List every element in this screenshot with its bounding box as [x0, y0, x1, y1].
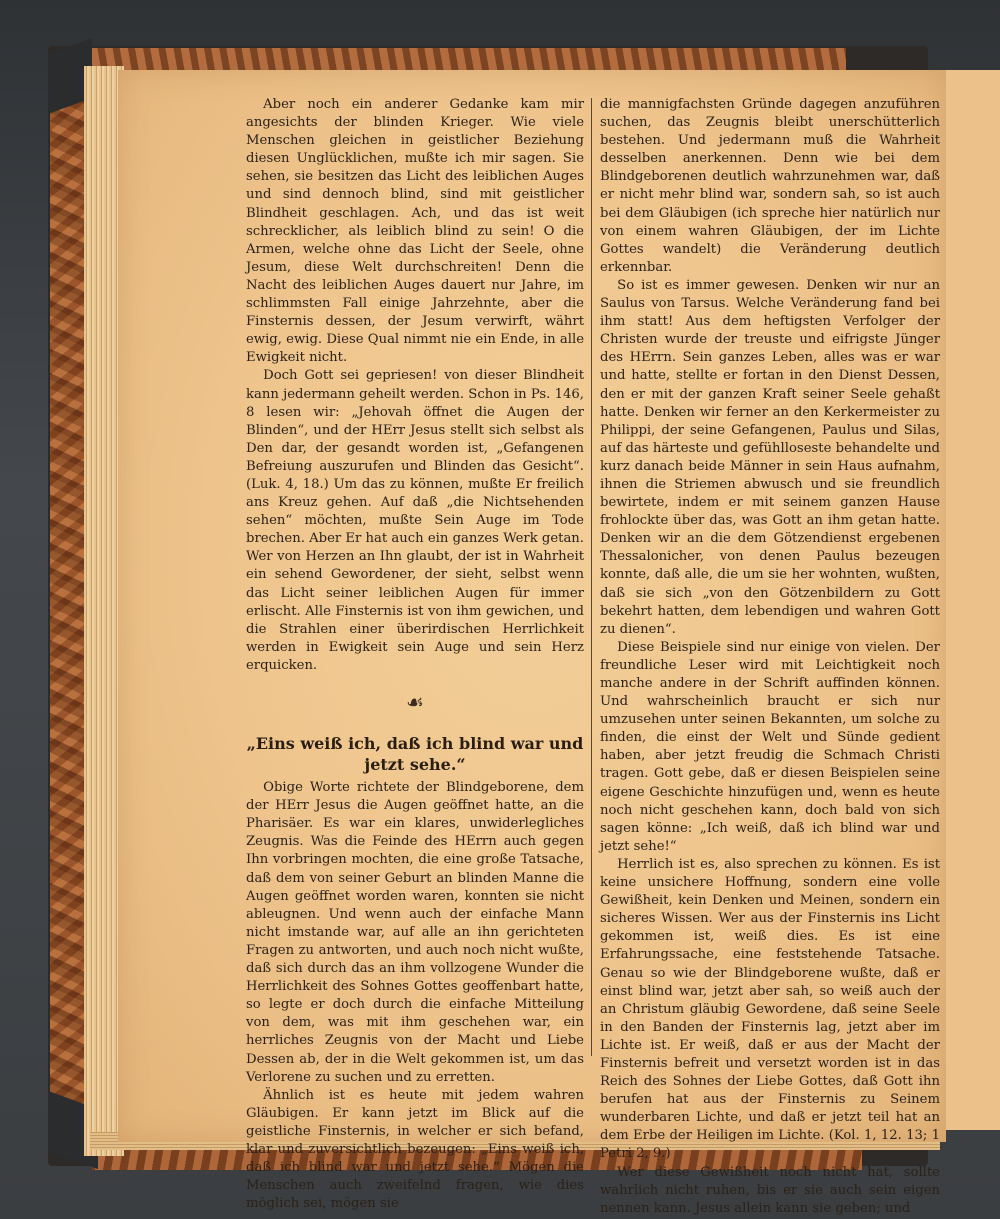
paragraph: die mannigfachsten Gründe dagegen anzuführen suchen, das Zeugnis bleibt unerschütterlich bestehen. Und jedermann muß die Wahrheit desselben anerkennen. Denn wie bei dem Blindgeborenen deutlich wahrzunehmen war, daß er nicht mehr blind war, sondern sah, so ist auch bei dem Gläubigen (ich spreche hier natürlich nur von einem wahren Gläubigen, der im Lichte Gottes wandelt) die Veränderung deutlich erkennbar.	[600, 97, 940, 275]
marbled-board-left	[50, 82, 88, 1132]
next-page-edge	[944, 70, 1000, 1130]
paragraph: Diese Beispiele sind nur einige von vielen. Der freundliche Leser wird mit Leichtigkeit noch manche andere in der Schrift auffinden können. Und wahrscheinlich braucht er sich nur umzusehen unter seinen Bekannten, um solche zu finden, die einst der Welt und Sünde gedient haben, aber jetzt freudig die Schmach Christi tragen. Gott gebe, daß er diesen Beispielen seine eigene Geschichte hinzufügen und, wenn es heute noch nicht geschehen kann, doch bald von sich sagen könne: „Ich weiß, daß ich blind war und jetzt sehe!“	[600, 639, 940, 854]
paragraph: Wer diese Gewißheit noch nicht hat, sollte wahrlich nicht ruhen, bis er sie auch sein eigen nennen kann. Jesus allein kann sie geben; und	[600, 1164, 940, 1216]
article-heading: „Eins weiß ich, daß ich blind war und jetzt sehe.“	[246, 734, 584, 775]
column-divider	[591, 98, 592, 1056]
paragraph: Aber noch ein anderer Gedanke kam mir angesichts der blinden Krieger. Wie viele Menschen gleichen in geistlicher Beziehung diesen Unglücklichen, mußte ich mir sagen. Sie sehen, sie besitzen das Licht des leiblichen Auges und sind dennoch blind, sind mit geistlicher Blindheit geschlagen. Ach, und das ist weit schrecklicher, als leiblich blind zu sein! O die Armen, welche ohne das Licht der Seele, ohne Jesum, diese Welt durchschreiten! Denn die Nacht des leiblichen Auges dauert nur Jahre, im schlimmsten Fall einige Jahrzehnte, aber die Finsternis dessen, der Jesum verwirft, währt ewig, ewig. Diese Qual nimmt nie ein Ende, in alle Ewigkeit nicht.	[246, 97, 584, 366]
paragraph: Doch Gott sei gepriesen! von dieser Blindheit kann jedermann geheilt werden. Schon in Ps. 146, 8 lesen wir: „Jehovah öffnet die Augen der Blinden“, und der HErr Jesus stellt sich selbst als Den dar, der gesandt worden ist, „Gefangenen Befreiung auszurufen und Blinden das Gesicht“. (Luk. 4, 18.) Um das zu können, mußte Er freilich ans Kreuz gehen. Auf daß „die Nichtsehenden sehen“ möchten, mußte Sein Auge im Tode brechen. Aber Er hat auch ein ganzes Werk getan. Wer von Herzen an Ihn glaubt, der ist in Wahrheit ein sehend Gewordener, der sieht, selbst wenn das Licht seiner leiblichen Augen für immer erlischt. Alle Finsternis ist von ihm gewichen, und die Strahlen einer überirdischen Herrlichkeit werden in Ewigkeit sein Auge und sein Herz erquicken.	[246, 368, 584, 673]
marbled-board-top	[86, 48, 846, 70]
paragraph: Herrlich ist es, also sprechen zu können. Es ist keine unsichere Hoffnung, sondern eine volle Gewißheit, kein Denken und Meinen, sondern ein sicheres Wissen. Wer aus der Finsternis ins Licht gekommen ist, weiß dies. Es ist eine Erfahrungssache, eine feststehende Tatsache. Genau so wie der Blindgeborene wußte, daß er einst blind war, jetzt aber sah, so weiß auch der an Christum gläubig Gewordene, daß seine Seele in den Banden der Finsternis lag, jetzt aber im Lichte ist. Er weiß, daß er aus der Macht der Finsternis befreit und versetzt worden ist in das Reich des Sohnes der Liebe Gottes, daß Gott ihn berufen hat aus der Finsternis zu Seinem wunderbaren Lichte, und daß er jetzt teil hat an dem Erbe der Heiligen im Lichte. (Kol. 1, 12. 13; 1 Petri 2, 9.)	[600, 856, 940, 1162]
paragraph: So ist es immer gewesen. Denken wir nur an Saulus von Tarsus. Welche Veränderung fand bei ihm statt! Aus dem heftigsten Verfolger der Christen wurde der treuste und eifrigste Jünger des HErrn. Sein ganzes Leben, alles was er war und hatte, stellte er fortan in den Dienst Dessen, den er mit der ganzen Kraft seiner Seele gehaßt hatte. Denken wir ferner an den Kerkermeister zu Philippi, der seine Gefangenen, Paulus und Silas, auf das härteste und gefühlloseste behandelte und kurz danach beide Männer in sein Haus aufnahm, ihnen die Striemen abwusch und sie freundlich bewirtete, indem er mit seinem ganzen Hause frohlockte über das, was Gott an ihm getan hatte. Denken wir an die dem Götzendienst ergebenen Thessalonicher, von denen Paulus bezeugen konnte, daß alle, die um sie her wohnten, wußten, daß sie sich „von den Götzenbildern zu Gott bekehrt hatten, dem lebendigen und wahren Gott zu dienen“.	[600, 277, 940, 637]
paragraph: Obige Worte richtete der Blindgeborene, dem der HErr Jesus die Augen geöffnet hatte, an die Pharisäer. Es war ein klares, unwiderlegliches Zeugnis. Was die Feinde des HErrn auch gegen Ihn vorbringen mochten, die eine große Tatsache, daß dem von seiner Geburt an blinden Manne die Augen geöffnet worden waren, konnten sie nicht ableugnen. Und wenn auch der einfache Mann nicht imstande war, auf alle an ihn gerichteten Fragen zu antworten, und auch noch nicht wußte, daß sich durch das an ihm vollzogene Wunder die Herrlichkeit des Sohnes Gottes geoffenbart hatte, so legte er doch durch die einfache Mitteilung von dem, was mit ihm geschehen war, ein herrliches Zeugnis von der Macht und Liebe Dessen ab, der in die Welt gekommen ist, um das Verlorene zu suchen und zu erretten.	[246, 780, 584, 1085]
left-column	[246, 96, 584, 1213]
paragraph: Ähnlich ist es heute mit jedem wahren Gläubigen. Er kann jetzt im Blick auf die geistliche Finsternis, in welcher er sich befand, klar und zuversichtlich bezeugen: „Eins weiß ich, daß ich blind war und jetzt sehe.“ Mögen die Menschen auch zweifelnd fragen, wie dies möglich sei, mögen sie	[246, 1087, 584, 1212]
fleuron-ornament: ☙	[406, 690, 424, 714]
right-column	[600, 96, 940, 1218]
